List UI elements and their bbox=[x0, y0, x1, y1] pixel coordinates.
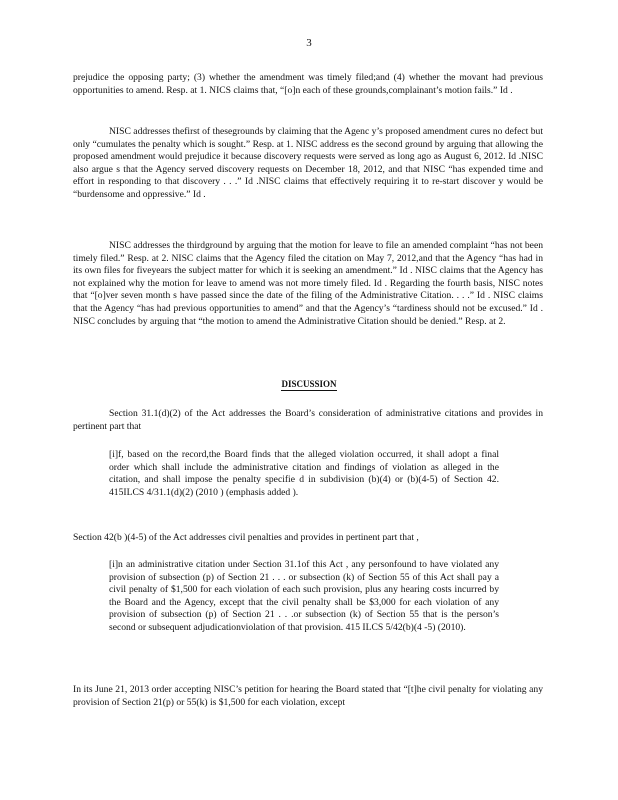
section-heading-text: DISCUSSION bbox=[281, 379, 337, 389]
paragraph-june-order: In its June 21, 2013 order accepting NISC’s petition for hearing the Board stated that “[t]he civil penalty for violating any provision of Section 21(p) or 55(k) is $1,500 for each violation, except bbox=[73, 684, 543, 708]
page-number: 3 bbox=[306, 37, 312, 49]
paragraph-first-second-grounds: NISC addresses thefirst of thesegrounds by claiming that the Agenc y’s proposed amendment cures no defect but only “cumulates the penalty which is sought.” Resp. at 1. NISC address es the second ground by arguing that allowing the proposed amendment would prejudice it because discovery requests were served as long ago as August 6, 2012. Id .NISC also argue s that the Agency served discovery requests on December 18, 2012, and that NISC “has expended time and effort in responding to that discovery . . .” Id .NISC claims that effectively requiring it to re-start discover y would be “burdensome and oppressive.” Id . bbox=[73, 126, 543, 200]
block-quote-31-1: [i]f, based on the record,the Board finds that the alleged violation occurred, it shall adopt a final order which shall include the administrative citation and findings of violation as alleged in the citation, and shall impose the penalty specifie d in subdivision (b)(4) or (b)(4-5) of Section 42. 415ILCS 4/31.1(d)(2) (2010 ) (emphasis added ). bbox=[109, 449, 499, 498]
paragraph-section-42: Section 42(b )(4-5) of the Act addresses civil penalties and provides in pertinent part that , bbox=[73, 532, 419, 543]
block-quote-42: [i]n an administrative citation under Section 31.1of this Act , any personfound to have violated any provision of subsection (p) of Section 21 . . . or subsection (k) of Section 55 of this Act shall pay a civil penalty of $1,500 for each violation of each such provision, plus any hearing costs incurred by the Board and the Agency, except that the civil penalty shall be $3,000 for each violation of any provision of subsection (p) of Section 21 . . .or subsection (k) of Section 55 that is the person’s second or subsequent adjudicationviolation of that provision. 415 ILCS 5/42(b)(4 -5) (2010). bbox=[109, 559, 499, 633]
paragraph-factors: prejudice the opposing party; (3) whether the amendment was timely filed;and (4) whether the movant had previous opportunities to amend. Resp. at 1. NICS claims that, “[o]n each of these grounds,complainant’s motion fails.” Id . bbox=[73, 72, 543, 96]
section-heading bbox=[0, 379, 618, 389]
paragraph-section-31-1: Section 31.1(d)(2) of the Act addresses the Board’s consideration of administrative citations and provides in pertinent part that bbox=[73, 408, 543, 432]
paragraph-third-fourth-grounds: NISC addresses the thirdground by arguing that the motion for leave to file an amended complaint “has not been timely filed.” Resp. at 2. NISC claims that the Agency filed the citation on May 7, 2012,and that the Agency “has had in its own files for fiveyears the subject matter for which it is seeking an amendment.” Id . NISC claims that the Agency has not explained why the motion for leave to amend was not more timely filed. Id . Regarding the fourth basis, NISC notes that “[o]ver seven month s have passed since the date of the filing of the Administrative Citation. . . .” Id . NISC claims that the Agency “has had previous opportunities to amend” and that the Agency’s “tardiness should not be excused.” Id . NISC concludes by arguing that “the motion to amend the Administrative Citation should be denied.” Resp. at 2. bbox=[73, 240, 543, 327]
